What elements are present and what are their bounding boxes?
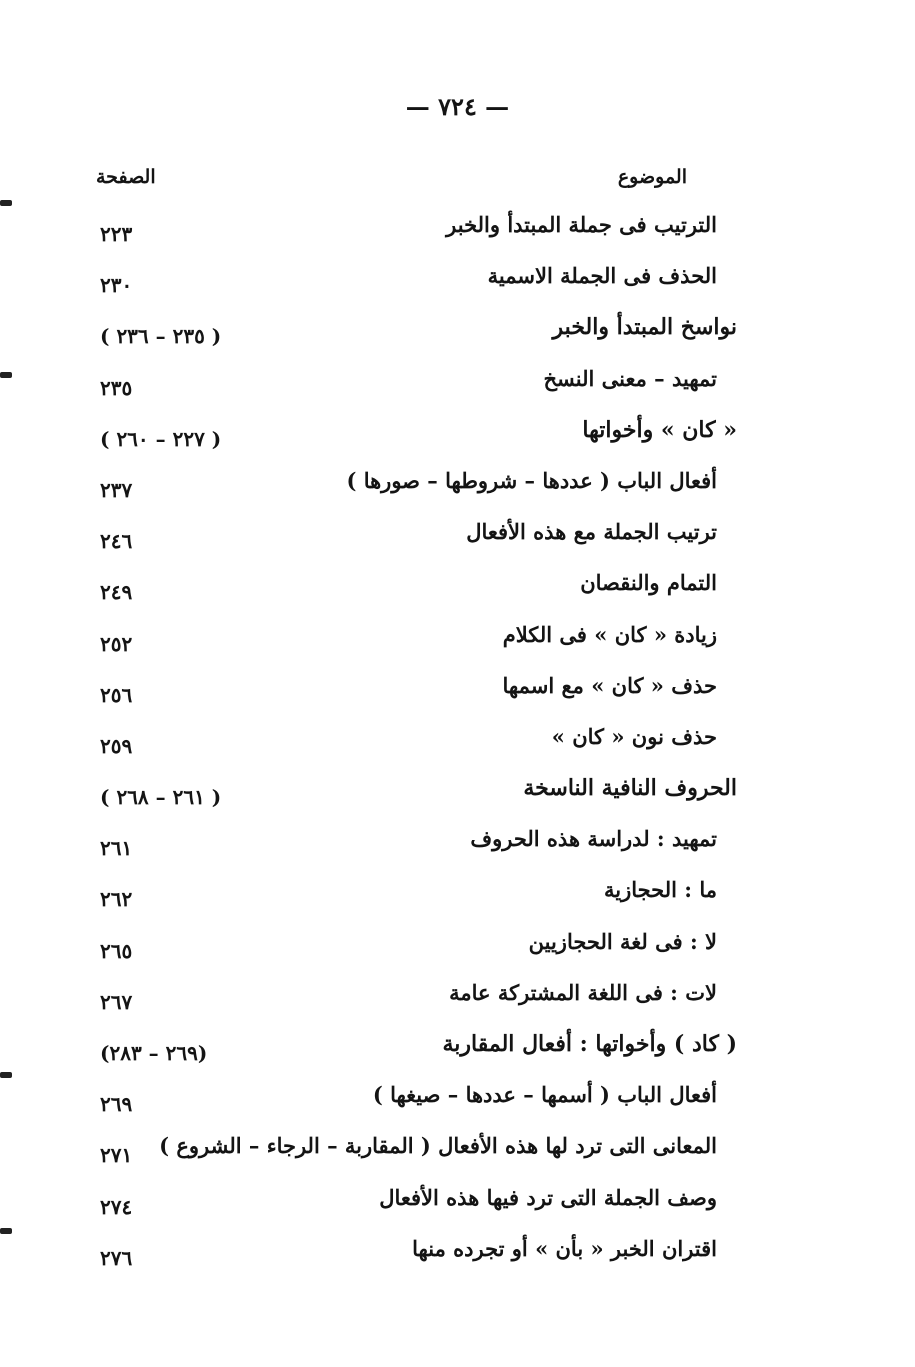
toc-row <box>0 515 915 566</box>
toc-row <box>0 873 915 924</box>
toc-page-ref: ٢٦٧ <box>100 989 133 1014</box>
toc-page-ref: ٢٣٥ <box>100 375 133 400</box>
toc-row <box>0 976 915 1027</box>
toc-topic: الحروف النافية الناسخة <box>523 775 737 802</box>
toc-topic: التمام والنقصان <box>580 570 717 596</box>
toc-topic: زيادة « كان » فى الكلام <box>502 621 717 647</box>
toc-topic: « كان » وأخواتها <box>582 416 737 443</box>
toc-topic: تمهيد – معنى النسخ <box>543 365 717 391</box>
toc-topic: لات : فى اللغة المشتركة عامة <box>449 979 717 1005</box>
toc-section-row <box>0 771 915 822</box>
toc-topic: ( كاد ) وأخواتها : أفعال المقاربة <box>442 1031 737 1057</box>
toc-section-row <box>0 1027 915 1078</box>
toc-page-ref: ٢٤٩ <box>100 580 133 605</box>
toc-page-ref: ٢٦١ <box>100 836 133 861</box>
page-number: — ٧٢٤ — <box>405 92 510 121</box>
toc-page-ref: ٢٣٧ <box>100 477 133 502</box>
toc-page-ref: ٢٦٢ <box>100 887 133 912</box>
toc-list <box>0 208 915 1283</box>
toc-page-ref: ٢٢٣ <box>100 222 133 246</box>
toc-topic: نواسخ المبتدأ والخبر <box>552 314 737 341</box>
toc-section-row <box>0 413 915 464</box>
toc-page-ref: ( ٢٣٥ – ٢٣٦ ) <box>100 324 222 349</box>
topic-column-header: الموضوع <box>617 166 687 188</box>
toc-topic: أفعال الباب ( أسمها – عددها – صيغها ) <box>372 1082 717 1108</box>
toc-topic: اقتران الخبر « بأن » أو تجرده منها <box>412 1235 717 1261</box>
edge-mark <box>0 1228 12 1234</box>
toc-page-ref: ٢٦٩ <box>100 1092 133 1117</box>
toc-page-ref: ٢٥٩ <box>100 733 133 758</box>
toc-topic: أفعال الباب ( عددها – شروطها – صورها ) <box>346 467 717 493</box>
toc-topic: الحذف فى الجملة الاسمية <box>487 263 717 289</box>
page-column-header: الصفحة <box>96 166 156 188</box>
toc-row <box>0 1181 915 1232</box>
toc-topic: حذف نون « كان » <box>551 723 717 749</box>
toc-topic: لا : فى لغة الحجازيين <box>528 928 717 954</box>
toc-row <box>0 1078 915 1129</box>
toc-row <box>0 208 915 259</box>
toc-row <box>0 1232 915 1283</box>
edge-mark <box>0 200 12 206</box>
toc-page-ref: ٢٥٢ <box>100 631 133 656</box>
toc-row <box>0 925 915 976</box>
toc-page-ref: (٢٦٩ – ٢٨٣) <box>100 1041 208 1065</box>
toc-row <box>0 362 915 413</box>
toc-row <box>0 1129 915 1180</box>
toc-page-ref: ٢٥٦ <box>100 682 133 707</box>
toc-page-ref: ( ٢٦١ – ٢٦٨ ) <box>100 785 222 810</box>
toc-section-row <box>0 310 915 361</box>
toc-topic: حذف « كان » مع اسمها <box>502 672 717 698</box>
toc-topic: وصف الجملة التى ترد فيها هذه الأفعال <box>379 1184 717 1210</box>
toc-row <box>0 618 915 669</box>
toc-page-ref: ( ٢٢٧ – ٢٦٠ ) <box>100 426 222 451</box>
toc-topic: ترتيب الجملة مع هذه الأفعال <box>466 519 717 545</box>
toc-page-ref: ٢٧٦ <box>100 1245 133 1270</box>
toc-page-ref: ٢٧٤ <box>100 1194 133 1219</box>
toc-row <box>0 259 915 310</box>
edge-mark <box>0 1072 12 1078</box>
edge-mark <box>0 372 12 378</box>
toc-row <box>0 822 915 873</box>
toc-page-ref: ٢٤٦ <box>100 529 133 554</box>
toc-topic: تمهيد : لدراسة هذه الحروف <box>470 826 717 852</box>
toc-topic: المعانى التى ترد لها هذه الأفعال ( المقاربة – الرجاء – الشروع ) <box>159 1133 717 1159</box>
toc-page-ref: ٢٣٠ <box>100 273 133 298</box>
toc-topic: الترتيب فى جملة المبتدأ والخبر <box>446 212 717 237</box>
toc-page-ref: ٢٦٥ <box>100 938 133 963</box>
toc-page-ref: ٢٧١ <box>100 1143 133 1168</box>
toc-row <box>0 720 915 771</box>
toc-topic: ما : الحجازية <box>603 877 717 903</box>
toc-row <box>0 669 915 720</box>
toc-row <box>0 566 915 617</box>
toc-row <box>0 464 915 515</box>
